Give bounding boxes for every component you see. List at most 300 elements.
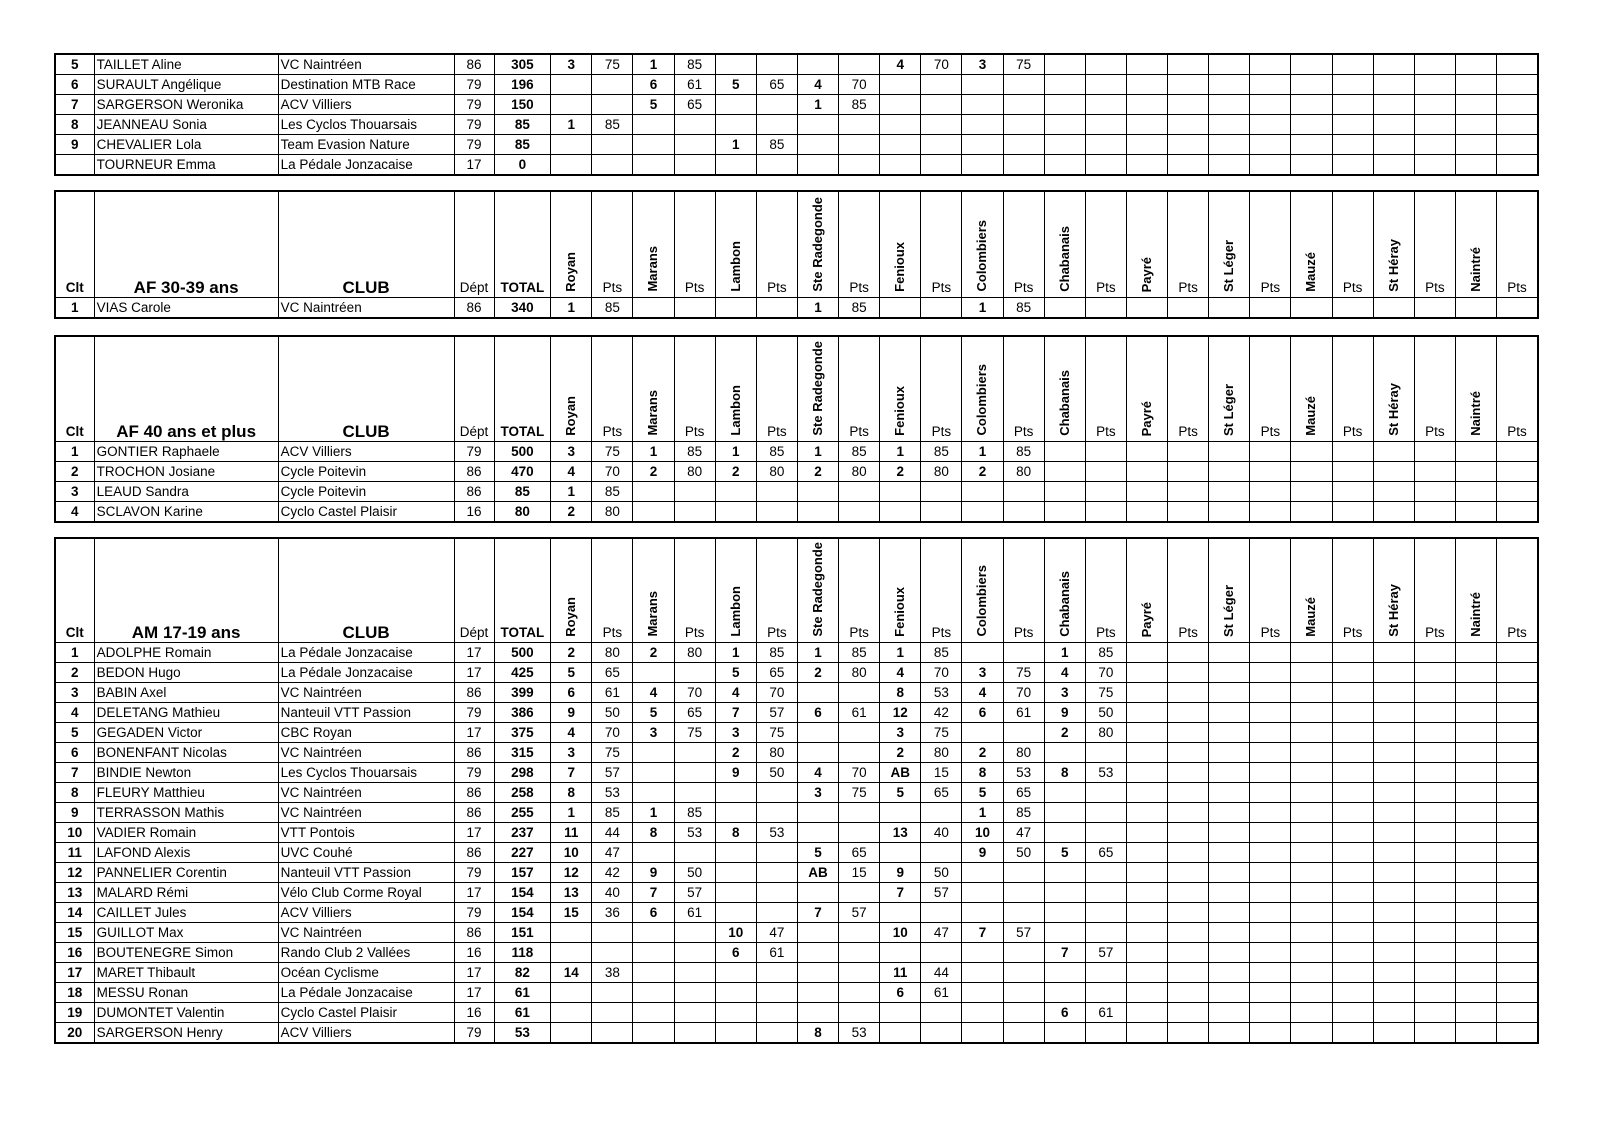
placing-cell [715, 95, 756, 115]
placing-cell: 2 [797, 663, 838, 683]
race-header [880, 191, 921, 298]
total-header: TOTAL [494, 191, 551, 298]
placing-cell [715, 298, 756, 319]
total-cell: 425 [494, 663, 551, 683]
points-cell [1332, 1003, 1373, 1023]
placing-cell [962, 1023, 1003, 1044]
placing-cell [1126, 298, 1167, 319]
total-cell: 85 [494, 115, 551, 135]
rider-name: ADOLPHE Romain [94, 643, 278, 663]
placing-cell [1455, 963, 1496, 983]
club-name: VC Naintréen [278, 783, 454, 803]
race-name: Naintré [1467, 391, 1483, 436]
placing-cell [1291, 135, 1332, 155]
placing-cell: 1 [1044, 643, 1085, 663]
points-cell [1168, 54, 1209, 75]
rider-name: CAILLET Jules [94, 903, 278, 923]
points-cell [674, 943, 715, 963]
table-row [55, 983, 1538, 1003]
points-cell [1003, 863, 1044, 883]
points-cell [1497, 298, 1538, 319]
points-cell [1250, 135, 1291, 155]
dept-cell: 79 [454, 763, 494, 783]
placing-cell: 8 [633, 823, 674, 843]
race-name: Chabanais [1056, 226, 1072, 292]
race-name: Royan [563, 597, 579, 637]
race-header [1291, 336, 1332, 442]
points-cell [1332, 298, 1373, 319]
points-cell [839, 943, 880, 963]
dept-cell: 79 [454, 903, 494, 923]
points-cell [1003, 75, 1044, 95]
placing-cell [962, 943, 1003, 963]
club-name: Destination MTB Race [278, 75, 454, 95]
points-cell [1414, 1003, 1455, 1023]
points-cell [1168, 683, 1209, 703]
placing-cell [797, 743, 838, 763]
placing-cell [1373, 643, 1414, 663]
placing-cell [1455, 75, 1496, 95]
points-cell [921, 135, 962, 155]
points-cell: 42 [921, 703, 962, 723]
rider-name: SARGERSON Henry [94, 1023, 278, 1044]
placing-cell [1291, 903, 1332, 923]
placing-cell [1373, 943, 1414, 963]
points-cell: 15 [839, 863, 880, 883]
points-cell [1085, 75, 1126, 95]
placing-cell [1291, 823, 1332, 843]
points-cell: 61 [921, 983, 962, 1003]
points-cell [839, 743, 880, 763]
points-cell [1414, 663, 1455, 683]
placing-cell [1373, 95, 1414, 115]
race-header [1126, 191, 1167, 298]
points-cell [1085, 903, 1126, 923]
club-name: ACV Villiers [278, 1023, 454, 1044]
rank-cell: 1 [55, 298, 94, 319]
placing-cell [1044, 963, 1085, 983]
points-cell [1003, 943, 1044, 963]
ranking-table-continued [54, 53, 1539, 176]
points-cell [1414, 135, 1455, 155]
placing-cell: 5 [551, 663, 592, 683]
points-cell [1497, 115, 1538, 135]
placing-cell [1455, 482, 1496, 502]
placing-cell [1455, 803, 1496, 823]
points-cell: 65 [756, 663, 797, 683]
table-row [55, 823, 1538, 843]
table-row [55, 135, 1538, 155]
points-cell [921, 843, 962, 863]
placing-cell [880, 803, 921, 823]
dept-header: Dépt [454, 538, 494, 643]
placing-cell [1291, 54, 1332, 75]
placing-cell [1126, 963, 1167, 983]
points-cell [1003, 115, 1044, 135]
placing-cell [1291, 763, 1332, 783]
points-cell [1414, 783, 1455, 803]
placing-cell [715, 803, 756, 823]
points-cell [756, 155, 797, 176]
points-cell [1414, 923, 1455, 943]
placing-cell [1044, 823, 1085, 843]
dept-cell: 86 [454, 683, 494, 703]
points-cell [1250, 502, 1291, 523]
total-cell: 375 [494, 723, 551, 743]
points-cell [1250, 763, 1291, 783]
placing-cell [1291, 502, 1332, 523]
rider-name: CHEVALIER Lola [94, 135, 278, 155]
placing-cell [1373, 683, 1414, 703]
placing-cell [551, 1003, 592, 1023]
rank-header: Clt [55, 191, 94, 298]
header-row [55, 336, 1538, 442]
points-cell [1168, 1003, 1209, 1023]
race-header [962, 336, 1003, 442]
points-cell [1414, 723, 1455, 743]
placing-cell [1373, 983, 1414, 1003]
placing-cell: 8 [1044, 763, 1085, 783]
points-cell: 65 [756, 75, 797, 95]
placing-cell: 3 [715, 723, 756, 743]
points-cell [1497, 663, 1538, 683]
points-cell: 53 [674, 823, 715, 843]
dept-cell: 17 [454, 643, 494, 663]
dept-header: Dépt [454, 191, 494, 298]
placing-cell [1373, 75, 1414, 95]
points-cell [1085, 482, 1126, 502]
placing-cell [1373, 115, 1414, 135]
points-cell [1250, 115, 1291, 135]
placing-cell [1455, 1003, 1496, 1023]
points-cell [1414, 643, 1455, 663]
placing-cell [1126, 663, 1167, 683]
points-cell [674, 983, 715, 1003]
points-cell [1497, 823, 1538, 843]
race-header [1209, 191, 1250, 298]
club-name: CBC Royan [278, 723, 454, 743]
placing-cell [880, 1003, 921, 1023]
points-cell [1168, 703, 1209, 723]
placing-cell [1373, 1023, 1414, 1044]
total-cell: 82 [494, 963, 551, 983]
points-header: Pts [1003, 538, 1044, 643]
points-cell [1003, 723, 1044, 743]
rider-name: DELETANG Mathieu [94, 703, 278, 723]
rank-cell: 15 [55, 923, 94, 943]
points-cell [1414, 75, 1455, 95]
placing-cell [1291, 1023, 1332, 1044]
placing-cell [1455, 823, 1496, 843]
points-header: Pts [756, 191, 797, 298]
placing-cell: 3 [797, 783, 838, 803]
placing-cell: 4 [551, 723, 592, 743]
race-header [633, 336, 674, 442]
points-cell [1168, 863, 1209, 883]
total-cell: 305 [494, 54, 551, 75]
placing-cell [1044, 983, 1085, 1003]
points-cell [1168, 883, 1209, 903]
points-cell [1250, 54, 1291, 75]
dept-cell: 86 [454, 54, 494, 75]
placing-cell [633, 743, 674, 763]
points-cell: 15 [921, 763, 962, 783]
total-cell: 151 [494, 923, 551, 943]
total-cell: 298 [494, 763, 551, 783]
points-header: Pts [674, 191, 715, 298]
points-cell [1168, 502, 1209, 523]
club-name: Vélo Club Corme Royal [278, 883, 454, 903]
race-name: Marans [645, 390, 661, 436]
placing-cell [1044, 75, 1085, 95]
rider-name: LAFOND Alexis [94, 843, 278, 863]
race-header [880, 336, 921, 442]
points-cell [921, 1023, 962, 1044]
placing-cell [1126, 743, 1167, 763]
placing-cell [715, 783, 756, 803]
placing-cell [633, 155, 674, 176]
points-cell [1250, 442, 1291, 462]
club-name: VC Naintréen [278, 683, 454, 703]
points-cell: 75 [1003, 663, 1044, 683]
placing-cell [797, 883, 838, 903]
points-cell [1497, 703, 1538, 723]
placing-cell [880, 115, 921, 135]
points-cell [839, 115, 880, 135]
points-cell [1168, 298, 1209, 319]
total-cell: 340 [494, 298, 551, 319]
placing-cell: 7 [797, 903, 838, 923]
points-cell: 70 [674, 683, 715, 703]
points-cell [1497, 462, 1538, 482]
points-cell [1250, 843, 1291, 863]
points-cell [839, 683, 880, 703]
placing-cell: 4 [633, 683, 674, 703]
placing-cell [1455, 903, 1496, 923]
points-cell [839, 963, 880, 983]
race-name: Mauzé [1303, 252, 1319, 292]
placing-cell [1455, 843, 1496, 863]
points-cell [1085, 823, 1126, 843]
placing-cell: 1 [962, 298, 1003, 319]
rider-name: GEGADEN Victor [94, 723, 278, 743]
race-header [1044, 336, 1085, 442]
placing-cell [1044, 115, 1085, 135]
race-header [1373, 336, 1414, 442]
points-cell [756, 843, 797, 863]
points-cell [1168, 75, 1209, 95]
points-cell: 57 [674, 883, 715, 903]
points-cell: 75 [592, 54, 633, 75]
rank-cell: 8 [55, 115, 94, 135]
placing-cell [1209, 683, 1250, 703]
race-name: St Léger [1221, 383, 1237, 436]
placing-cell [1044, 783, 1085, 803]
points-cell: 85 [592, 482, 633, 502]
points-cell [921, 115, 962, 135]
points-cell [1250, 703, 1291, 723]
points-cell: 50 [592, 703, 633, 723]
placing-cell [1126, 502, 1167, 523]
points-cell [1332, 743, 1373, 763]
points-cell [1085, 963, 1126, 983]
points-cell [1085, 135, 1126, 155]
race-name: Chabanais [1056, 370, 1072, 436]
race-name: Royan [563, 396, 579, 436]
placing-cell [1044, 462, 1085, 482]
race-name: St Léger [1221, 584, 1237, 637]
points-cell [921, 155, 962, 176]
points-cell [1332, 763, 1373, 783]
points-cell [1332, 1023, 1373, 1044]
points-cell [1250, 743, 1291, 763]
points-cell [1497, 95, 1538, 115]
points-cell [756, 803, 797, 823]
points-cell: 53 [1085, 763, 1126, 783]
rank-cell: 5 [55, 54, 94, 75]
points-header: Pts [1250, 191, 1291, 298]
placing-cell [1373, 763, 1414, 783]
placing-cell: 9 [1044, 703, 1085, 723]
race-header [1126, 336, 1167, 442]
total-cell: 154 [494, 883, 551, 903]
rank-cell: 4 [55, 703, 94, 723]
placing-cell [551, 135, 592, 155]
rider-name: GONTIER Raphaele [94, 442, 278, 462]
rider-name: LEAUD Sandra [94, 482, 278, 502]
club-name: Les Cyclos Thouarsais [278, 763, 454, 783]
placing-cell [1126, 943, 1167, 963]
points-cell [1332, 703, 1373, 723]
points-cell: 70 [756, 683, 797, 703]
race-header [1291, 191, 1332, 298]
placing-cell [1373, 723, 1414, 743]
table-row [55, 502, 1538, 523]
rank-cell: 12 [55, 863, 94, 883]
placing-cell [1373, 442, 1414, 462]
club-name: La Pédale Jonzacaise [278, 983, 454, 1003]
points-cell [1332, 963, 1373, 983]
points-cell [756, 963, 797, 983]
placing-cell [797, 803, 838, 823]
placing-cell [1044, 743, 1085, 763]
placing-cell [1209, 298, 1250, 319]
points-cell [1250, 983, 1291, 1003]
placing-cell [1373, 703, 1414, 723]
points-cell: 85 [756, 135, 797, 155]
table-row [55, 482, 1538, 502]
race-name: Colombiers [974, 220, 990, 292]
placing-cell [1291, 663, 1332, 683]
points-cell [1003, 983, 1044, 1003]
points-cell [1168, 803, 1209, 823]
points-cell [1332, 683, 1373, 703]
points-cell [1332, 803, 1373, 823]
points-cell [1332, 135, 1373, 155]
points-cell [1250, 923, 1291, 943]
placing-cell [633, 983, 674, 1003]
points-cell [921, 75, 962, 95]
placing-cell [1126, 115, 1167, 135]
points-cell [921, 502, 962, 523]
placing-cell [1209, 923, 1250, 943]
placing-cell [1291, 843, 1332, 863]
points-cell [1497, 135, 1538, 155]
club-name: ACV Villiers [278, 95, 454, 115]
points-cell: 44 [921, 963, 962, 983]
placing-cell [962, 75, 1003, 95]
rider-name: TROCHON Josiane [94, 462, 278, 482]
points-cell: 61 [1003, 703, 1044, 723]
points-cell [1250, 482, 1291, 502]
points-cell [1414, 763, 1455, 783]
table-row [55, 155, 1538, 176]
points-cell [756, 502, 797, 523]
placing-cell [1209, 883, 1250, 903]
placing-cell [962, 135, 1003, 155]
placing-cell [1209, 643, 1250, 663]
placing-cell [1209, 823, 1250, 843]
race-header [1044, 191, 1085, 298]
placing-cell: 8 [880, 683, 921, 703]
points-cell [1497, 783, 1538, 803]
placing-cell: 2 [715, 743, 756, 763]
points-cell: 61 [1085, 1003, 1126, 1023]
placing-cell [1126, 803, 1167, 823]
rider-name: BONENFANT Nicolas [94, 743, 278, 763]
total-cell: 61 [494, 983, 551, 1003]
placing-cell [1455, 442, 1496, 462]
placing-cell: 3 [962, 663, 1003, 683]
club-name: Cyclo Castel Plaisir [278, 1003, 454, 1023]
placing-cell [1373, 54, 1414, 75]
points-cell: 61 [839, 703, 880, 723]
points-cell [1250, 663, 1291, 683]
placing-cell: 4 [1044, 663, 1085, 683]
placing-cell: 4 [797, 75, 838, 95]
points-cell [1250, 1023, 1291, 1044]
rider-name: GUILLOT Max [94, 923, 278, 943]
placing-cell [1044, 803, 1085, 823]
placing-cell: 1 [633, 54, 674, 75]
points-cell: 47 [1003, 823, 1044, 843]
dept-cell: 17 [454, 983, 494, 1003]
points-cell [1414, 963, 1455, 983]
race-header [715, 538, 756, 643]
rider-name: VADIER Romain [94, 823, 278, 843]
placing-cell [551, 923, 592, 943]
points-cell [1497, 923, 1538, 943]
club-name: La Pédale Jonzacaise [278, 643, 454, 663]
points-cell [592, 923, 633, 943]
placing-cell [1126, 155, 1167, 176]
placing-cell [1373, 803, 1414, 823]
points-cell [674, 763, 715, 783]
points-cell [1414, 803, 1455, 823]
points-cell [1332, 983, 1373, 1003]
race-header [551, 538, 592, 643]
placing-cell: 3 [633, 723, 674, 743]
placing-cell [1044, 883, 1085, 903]
total-cell: 157 [494, 863, 551, 883]
points-cell [1497, 1023, 1538, 1044]
placing-cell [1291, 743, 1332, 763]
points-cell [1497, 843, 1538, 863]
dept-cell: 16 [454, 1003, 494, 1023]
placing-cell [880, 95, 921, 115]
race-header [1209, 336, 1250, 442]
points-cell: 57 [1085, 943, 1126, 963]
